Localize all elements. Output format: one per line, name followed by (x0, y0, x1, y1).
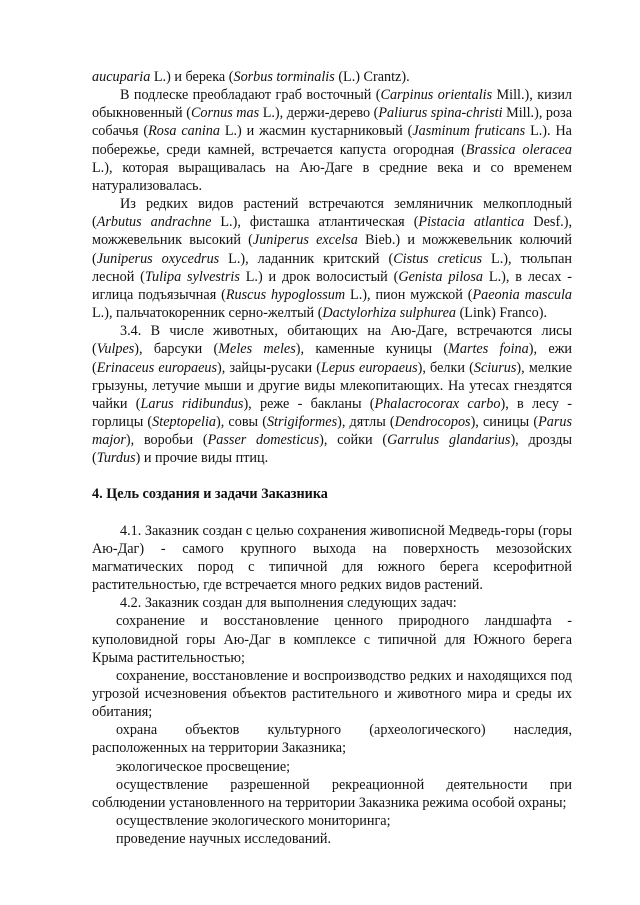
latin-name: Meles meles (218, 341, 296, 358)
text-run: 3.4. В числе животных, обитающих на Аю-Даге, встречаются лисы ( (92, 323, 572, 358)
text-run: L.), в лесах - иглица подъязычная ( (92, 268, 573, 303)
text-run: ) и прочие виды птиц. (135, 450, 269, 467)
paragraph-tasks-intro: 4.2. Заказник создан для выполнения следующих задач: (120, 595, 457, 612)
text-run: L.), фисташка атлантическая ( (211, 214, 419, 231)
latin-name: Pistacia atlantica (418, 214, 525, 231)
text-run: L.) и берека ( (150, 69, 234, 85)
latin-name: Rosa canina (148, 123, 220, 140)
text-run: L.) и дрок волосистый ( (239, 268, 399, 285)
latin-name: Jasminum fruticans (412, 123, 526, 140)
task-item: сохранение и восстановление ценного природного ландшафта - куполовидной горы Аю-Даг в комплексе с типичной для Южного берега Крыма растительностью; (92, 613, 572, 666)
text-run: L.), тюльпан лесной ( (92, 250, 573, 285)
text-run: Mill.), роза собачья ( (92, 105, 573, 140)
latin-name: Lepus europaeus (320, 359, 418, 376)
text-run: Bieb.) и можжевельник колючий ( (92, 232, 572, 267)
text-run: ), ежи ( (92, 341, 573, 376)
latin-name: Genista pilosa (398, 268, 484, 285)
task-item: осуществление разрешенной рекреационной деятельности при соблюдении установленного на территории Заказника режима особой охраны; (92, 776, 572, 811)
latin-name: Juniperus oxycedrus (96, 250, 220, 267)
latin-name: Cornus mas (190, 105, 260, 122)
text-run: (L.) Crantz). (334, 69, 410, 85)
latin-name: Martes foina (448, 341, 529, 358)
paragraph-rare-plants (92, 195, 572, 322)
latin-name: Juniperus excelsa (252, 232, 358, 249)
latin-name: Arbutus andrachne (96, 214, 212, 231)
text-run: L.). На побережье, среди камней, встречается капуста огородная ( (92, 123, 572, 158)
document-page (92, 68, 572, 848)
paragraph-continuation (92, 68, 572, 86)
latin-name: Erinaceus europaeus (96, 359, 218, 376)
latin-name: Ruscus hypoglossum (225, 286, 346, 303)
latin-name: Cistus creticus (393, 250, 483, 267)
text-run: L.), пион мужской ( (345, 286, 473, 303)
section-heading: 4. Цель создания и задачи Заказника (92, 486, 328, 503)
text-run: ), реже - бакланы ( (243, 395, 375, 412)
latin-name: Paliurus spina-christi (378, 105, 503, 122)
latin-name: Strigiformes (266, 413, 338, 430)
task-item: охрана объектов культурного (археологического) наследия, расположенных на территории Заказника; (92, 722, 572, 757)
text-run: ), зайцы-русаки ( (217, 359, 321, 376)
paragraph-undergrowth (92, 86, 572, 195)
task-item: сохранение, восстановление и воспроизводство редких и находящихся под угрозой исчезновения объектов растительного и животного мира и среды их обитания; (92, 667, 572, 721)
text-run: L.), держи-дерево ( (259, 105, 379, 122)
latin-name: Tulipa sylvestris (144, 268, 240, 285)
latin-name: aucuparia (92, 69, 151, 85)
latin-name: Steptopelia (152, 413, 216, 430)
text-run: ), дятлы ( (337, 413, 395, 430)
text-run: Mill.), кизил обыкновенный ( (92, 87, 572, 122)
text-run: L.) и жасмин кустарниковый ( (219, 123, 413, 140)
task-item: осуществление экологического мониторинга; (116, 813, 391, 830)
paragraph-purpose: 4.1. Заказник создан с целью сохранения живописной Медведь-горы (горы Аю-Даг) - самого крупного выхода на поверхность мезозойских магматических пород с типичной для южного берега ксерофитной растительностью, где встречается много редких видов растений. (92, 522, 572, 594)
text-run: ), в лесу - горлицы ( (92, 395, 572, 430)
paragraph-animals (92, 322, 572, 467)
task-item: проведение научных исследований. (116, 831, 332, 848)
text-run: L.), которая выращивалась на Аю-Даге в средние века и со временем натурализовалась. (92, 159, 572, 194)
task-item: экологическое просвещение; (116, 758, 291, 775)
text-run: В подлеске преобладают граб восточный ( (120, 87, 381, 104)
text-run: ), мелкие грызуны, летучие мыши и другие виды млекопитающих. На утесах гнездятся чайки ( (92, 359, 572, 412)
text-run: ), каменные куницы ( (295, 341, 449, 358)
latin-name: Phalacrocorax carbo (374, 395, 501, 412)
text-run: ), дрозды ( (92, 432, 572, 467)
latin-name: Dendrocopos (394, 413, 471, 430)
text-run: Из редких видов растений встречаются земляничник мелкоплодный ( (92, 196, 572, 231)
latin-name: Brassica oleracea (465, 141, 573, 158)
latin-name: Vulpes (96, 341, 135, 358)
latin-name: Dactylorhiza sulphurea (322, 305, 457, 322)
text-run: Desf.), можжевельник высокий ( (92, 214, 572, 249)
text-run: ), барсуки ( (134, 341, 219, 358)
text-run: ), синицы ( (470, 413, 539, 430)
text-run: L.), пальчатокоренник серно-желтый ( (92, 305, 323, 322)
text-run: ), воробьи ( (125, 432, 208, 449)
text-run: (Link) Franco). (456, 305, 548, 322)
latin-name: Carpinus orientalis (380, 87, 493, 104)
latin-name: Passer domesticus (207, 432, 320, 449)
latin-name: Turdus (96, 450, 136, 467)
text-run: ), сойки ( (319, 432, 388, 449)
latin-name: Garrulus glandarius (387, 432, 511, 449)
text-run: L.), ладанник критский ( (219, 250, 394, 267)
latin-name: Sorbus torminalis (233, 69, 335, 85)
latin-name: Parus major (92, 413, 572, 449)
text-run: ), белки ( (417, 359, 474, 376)
text-run: ), совы ( (216, 413, 267, 430)
latin-name: Sciurus (473, 359, 517, 376)
latin-name: Paeonia mascula (472, 286, 572, 303)
latin-name: Larus ridibundus (140, 395, 244, 412)
